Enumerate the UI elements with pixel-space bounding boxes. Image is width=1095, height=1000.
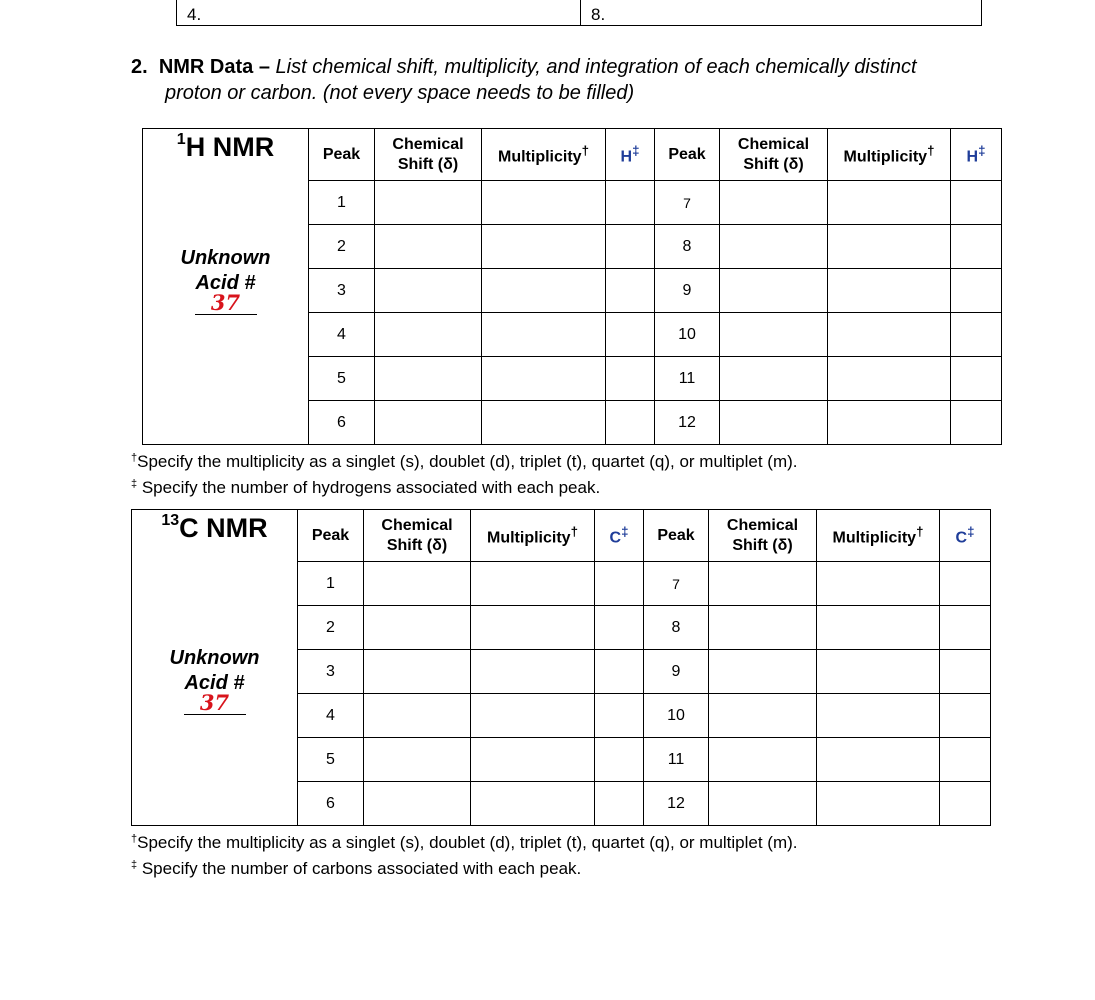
shift-input[interactable] — [375, 269, 482, 313]
c-footnote-count: ‡ Specify the number of carbons associated with each peak. — [131, 859, 582, 878]
shift-input[interactable] — [709, 650, 817, 694]
count-input[interactable] — [595, 562, 644, 606]
c-header-peak: Peak — [298, 510, 364, 562]
multiplicity-input[interactable] — [471, 694, 595, 738]
peak-number: 8 — [655, 225, 720, 269]
c-header-multiplicity-2: Multiplicity† — [817, 510, 940, 562]
h-header-shift: Chemical Shift (δ) — [375, 129, 482, 181]
h-nmr-unknown-label: Unknown Acid # 37 — [180, 247, 271, 315]
multiplicity-input[interactable] — [828, 357, 951, 401]
multiplicity-input[interactable] — [482, 269, 606, 313]
multiplicity-input[interactable] — [482, 181, 606, 225]
shift-input[interactable] — [720, 181, 828, 225]
count-input[interactable] — [940, 606, 991, 650]
shift-input[interactable] — [720, 269, 828, 313]
shift-input[interactable] — [720, 357, 828, 401]
h-footnote-count: ‡ Specify the number of hydrogens associated with each peak. — [131, 478, 601, 497]
count-input[interactable] — [951, 269, 1002, 313]
multiplicity-input[interactable] — [817, 650, 940, 694]
section-heading — [131, 54, 1031, 106]
shift-input[interactable] — [709, 606, 817, 650]
peak-number: 6 — [309, 401, 375, 445]
peak-number: 2 — [309, 225, 375, 269]
c-nmr-footnotes — [131, 828, 798, 880]
count-input[interactable] — [606, 225, 655, 269]
multiplicity-input[interactable] — [471, 562, 595, 606]
multiplicity-input[interactable] — [828, 181, 951, 225]
peak-number: 1 — [309, 181, 375, 225]
shift-input[interactable] — [375, 225, 482, 269]
peak-number: 9 — [655, 269, 720, 313]
count-input[interactable] — [595, 738, 644, 782]
shift-input[interactable] — [364, 650, 471, 694]
c-header-peak-2: Peak — [644, 510, 709, 562]
peak-number: 10 — [655, 313, 720, 357]
c-nmr-unknown-label: Unknown Acid # 37 — [169, 647, 260, 715]
peak-number: 6 — [298, 782, 364, 826]
peak-number: 5 — [298, 738, 364, 782]
section-number: 2. — [131, 56, 148, 78]
multiplicity-input[interactable] — [482, 401, 606, 445]
c-header-shift-2: Chemical Shift (δ) — [709, 510, 817, 562]
h-nmr-acid-number: 37 — [195, 292, 257, 315]
peak-number: 2 — [298, 606, 364, 650]
multiplicity-input[interactable] — [471, 738, 595, 782]
peak-number: 8 — [644, 606, 709, 650]
peak-number: 7 — [655, 181, 720, 225]
shift-input[interactable] — [364, 562, 471, 606]
count-input[interactable] — [951, 181, 1002, 225]
count-input[interactable] — [951, 357, 1002, 401]
c-nmr-acid-number: 37 — [184, 692, 246, 715]
multiplicity-input[interactable] — [817, 782, 940, 826]
multiplicity-input[interactable] — [828, 401, 951, 445]
section-title: NMR Data – — [158, 56, 270, 78]
count-input[interactable] — [595, 782, 644, 826]
c-nmr-table — [131, 509, 991, 826]
peak-number: 5 — [309, 357, 375, 401]
count-input[interactable] — [606, 181, 655, 225]
count-input[interactable] — [595, 694, 644, 738]
multiplicity-input[interactable] — [817, 694, 940, 738]
peak-number: 7 — [644, 562, 709, 606]
shift-input[interactable] — [364, 606, 471, 650]
peak-number: 11 — [644, 738, 709, 782]
section-instruction-line2: proton or carbon. (not every space needs to be filled) — [165, 82, 635, 104]
shift-input[interactable] — [375, 313, 482, 357]
multiplicity-input[interactable] — [482, 357, 606, 401]
c-header-count-2: C‡ — [940, 510, 991, 562]
peak-number: 1 — [298, 562, 364, 606]
h-header-multiplicity: Multiplicity† — [482, 129, 606, 181]
shift-input[interactable] — [709, 694, 817, 738]
shift-input[interactable] — [720, 225, 828, 269]
count-input[interactable] — [595, 606, 644, 650]
count-input[interactable] — [595, 650, 644, 694]
shift-input[interactable] — [364, 738, 471, 782]
multiplicity-input[interactable] — [828, 225, 951, 269]
multiplicity-input[interactable] — [471, 650, 595, 694]
peak-number: 12 — [655, 401, 720, 445]
multiplicity-input[interactable] — [482, 313, 606, 357]
shift-input[interactable] — [720, 401, 828, 445]
h-header-multiplicity-2: Multiplicity† — [828, 129, 951, 181]
count-input[interactable] — [606, 269, 655, 313]
fragment-cell-4: 4. — [177, 0, 581, 25]
peak-number: 11 — [655, 357, 720, 401]
peak-number: 12 — [644, 782, 709, 826]
count-input[interactable] — [940, 782, 991, 826]
count-input[interactable] — [606, 357, 655, 401]
h-nmr-block — [142, 128, 1002, 445]
peak-number: 9 — [644, 650, 709, 694]
h-header-peak: Peak — [309, 129, 375, 181]
multiplicity-input[interactable] — [471, 782, 595, 826]
count-input[interactable] — [951, 401, 1002, 445]
peak-number: 10 — [644, 694, 709, 738]
count-input[interactable] — [606, 401, 655, 445]
shift-input[interactable] — [375, 181, 482, 225]
c-header-shift: Chemical Shift (δ) — [364, 510, 471, 562]
count-input[interactable] — [951, 313, 1002, 357]
peak-number: 3 — [298, 650, 364, 694]
peak-number: 4 — [298, 694, 364, 738]
previous-table-fragment — [176, 0, 982, 26]
h-nmr-label-cell — [143, 129, 309, 445]
c-header-count: C‡ — [595, 510, 644, 562]
multiplicity-input[interactable] — [828, 269, 951, 313]
c-nmr-title: $^{13}$C NMR — [161, 512, 268, 543]
multiplicity-input[interactable] — [828, 313, 951, 357]
count-input[interactable] — [606, 313, 655, 357]
section-instruction-line1: List chemical shift, multiplicity, and integration of each chemically distinct — [275, 56, 917, 78]
h-header-peak-2: Peak — [655, 129, 720, 181]
h-header-count: H‡ — [606, 129, 655, 181]
shift-input[interactable] — [364, 694, 471, 738]
peak-number: 4 — [309, 313, 375, 357]
h-header-shift-2: Chemical Shift (δ) — [720, 129, 828, 181]
shift-input[interactable] — [720, 313, 828, 357]
count-input[interactable] — [951, 225, 1002, 269]
multiplicity-input[interactable] — [471, 606, 595, 650]
c-nmr-label-cell — [132, 510, 298, 826]
shift-input[interactable] — [375, 401, 482, 445]
h-nmr-title: $^1$H NMR — [176, 131, 275, 162]
h-header-count-2: H‡ — [951, 129, 1002, 181]
c-footnote-multiplicity: †Specify the multiplicity as a singlet (s), doublet (d), triplet (t), quartet (q), or multiplet (m). — [131, 833, 798, 852]
multiplicity-input[interactable] — [817, 606, 940, 650]
count-input[interactable] — [940, 562, 991, 606]
count-input[interactable] — [940, 738, 991, 782]
shift-input[interactable] — [709, 782, 817, 826]
c-nmr-block — [131, 509, 991, 826]
fragment-cell-8: 8. — [591, 5, 606, 24]
multiplicity-input[interactable] — [817, 738, 940, 782]
h-nmr-footnotes — [131, 447, 798, 499]
shift-input[interactable] — [364, 782, 471, 826]
shift-input[interactable] — [375, 357, 482, 401]
c-header-multiplicity: Multiplicity† — [471, 510, 595, 562]
h-footnote-multiplicity: †Specify the multiplicity as a singlet (s), doublet (d), triplet (t), quartet (q), or multiplet (m). — [131, 452, 798, 471]
count-input[interactable] — [940, 650, 991, 694]
h-nmr-table — [142, 128, 1002, 445]
multiplicity-input[interactable] — [482, 225, 606, 269]
shift-input[interactable] — [709, 738, 817, 782]
multiplicity-input[interactable] — [817, 562, 940, 606]
count-input[interactable] — [940, 694, 991, 738]
shift-input[interactable] — [709, 562, 817, 606]
peak-number: 3 — [309, 269, 375, 313]
